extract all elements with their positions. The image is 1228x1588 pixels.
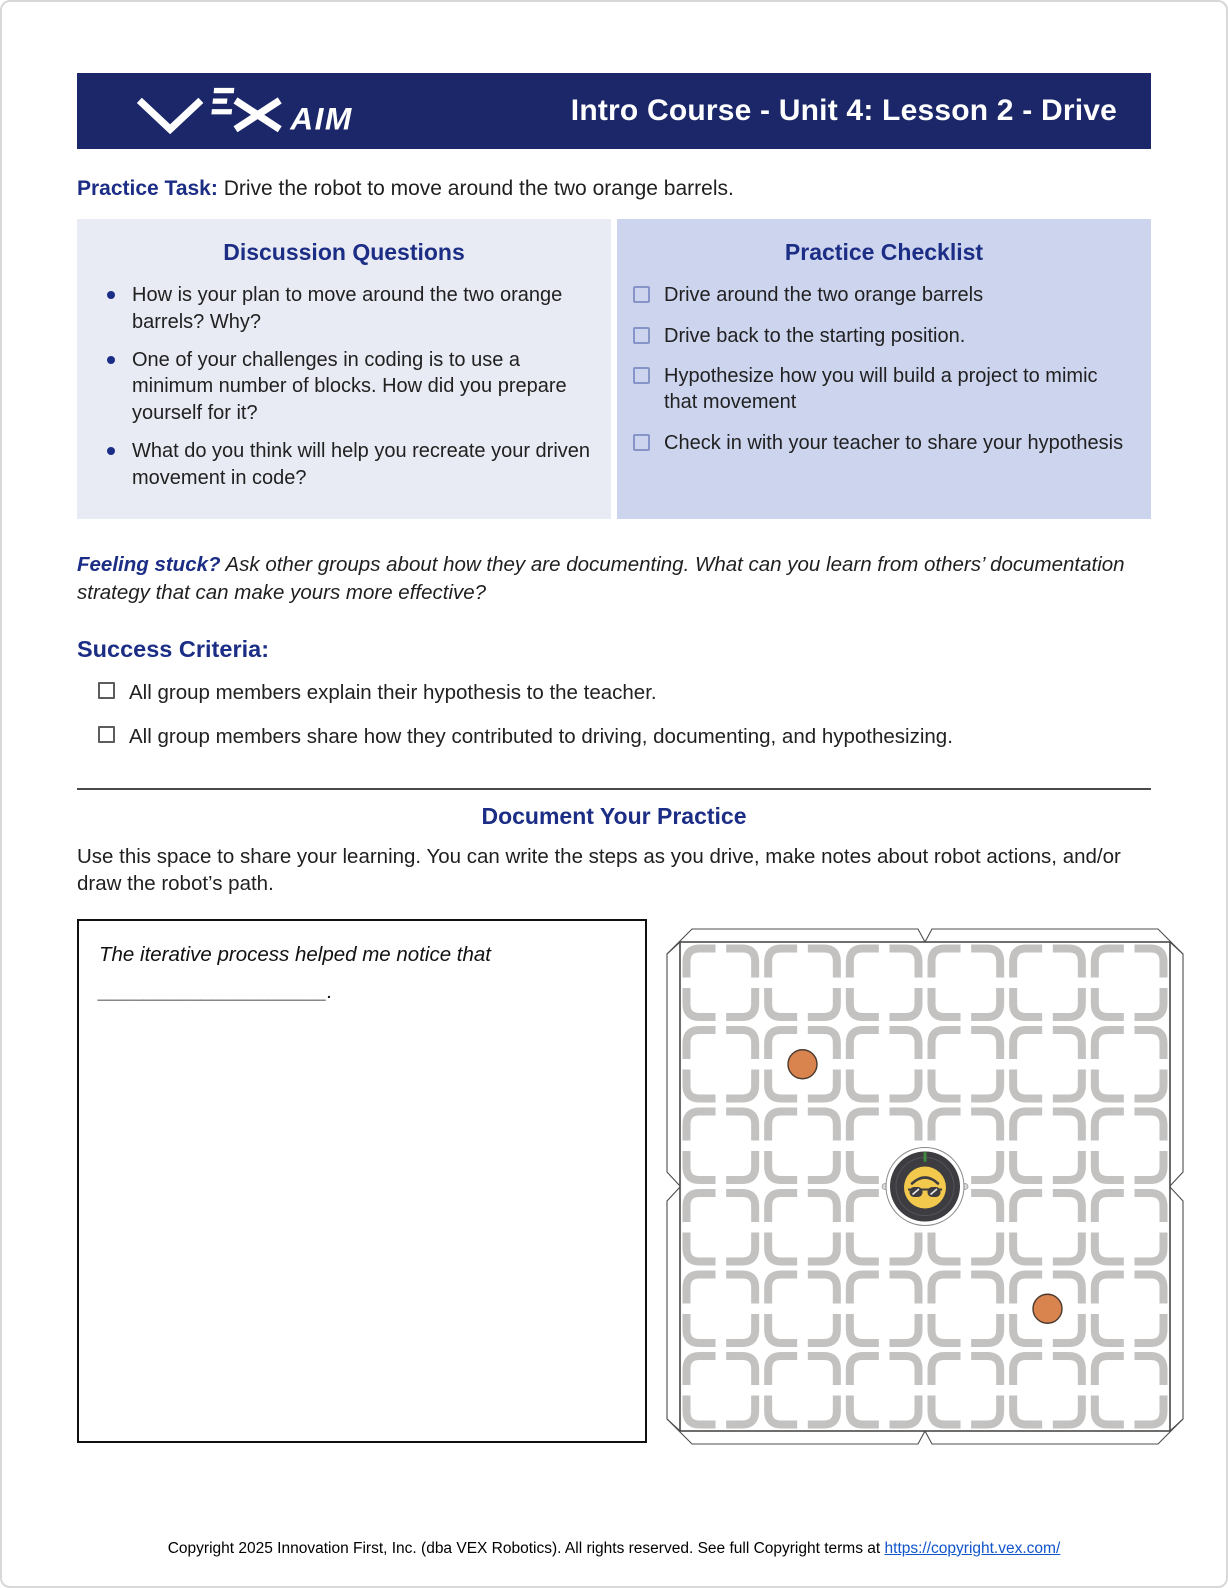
checkbox[interactable] bbox=[633, 286, 650, 303]
orange-barrel bbox=[788, 1050, 817, 1079]
success-criteria-item bbox=[98, 724, 1151, 751]
checklist bbox=[633, 282, 1135, 456]
document-practice-title: Document Your Practice bbox=[481, 802, 747, 829]
note-sentence-starter: The iterative process helped me notice that bbox=[99, 942, 491, 966]
checkbox[interactable] bbox=[633, 434, 650, 451]
checklist-item bbox=[633, 323, 1135, 349]
discussion-item-text: One of your challenges in coding is to use a minimum number of blocks. How did you prepare yourself for it? bbox=[132, 349, 567, 424]
vex-x-glyph bbox=[236, 100, 280, 129]
robot-face bbox=[904, 1166, 946, 1208]
page-title: Intro Course - Unit 4: Lesson 2 - Drive bbox=[570, 94, 1117, 127]
section-divider bbox=[77, 788, 1151, 790]
field-flap bbox=[667, 942, 680, 1186]
field-diagram bbox=[654, 928, 1185, 1445]
bullet-icon bbox=[107, 291, 115, 299]
orange-barrel bbox=[1033, 1294, 1062, 1323]
bullet-icon bbox=[107, 356, 115, 364]
success-criteria-text: All group members share how they contributed to driving, documenting, and hypothesizing. bbox=[129, 725, 953, 749]
discussion-questions-title: Discussion Questions bbox=[223, 239, 465, 266]
checklist-item-text: Drive around the two orange barrels bbox=[664, 284, 984, 307]
field-flap bbox=[1170, 1187, 1183, 1431]
header-banner bbox=[77, 73, 1151, 149]
feeling-stuck-label: Feeling stuck? bbox=[77, 553, 221, 577]
discussion-item-text: How is your plan to move around the two orange barrels? Why? bbox=[132, 284, 563, 333]
practice-field bbox=[654, 928, 1185, 1450]
discussion-item bbox=[93, 282, 595, 335]
checklist-item-text: Drive back to the starting position. bbox=[664, 324, 966, 347]
copyright-text: Copyright 2025 Innovation First, Inc. (dba VEX Robotics). All rights reserved. See full Copyright terms at bbox=[167, 1539, 885, 1557]
success-criteria-item bbox=[98, 680, 1151, 707]
checklist-item bbox=[633, 363, 1135, 416]
bullet-icon bbox=[107, 447, 115, 455]
checkbox[interactable] bbox=[98, 726, 115, 743]
success-criteria-text: All group members explain their hypothesis to the teacher. bbox=[129, 681, 657, 705]
vex-e-glyph bbox=[211, 88, 234, 114]
panels-row bbox=[77, 219, 1151, 519]
copyright-link[interactable]: https://copyright.vex.com/ bbox=[884, 1539, 1061, 1557]
checkbox[interactable] bbox=[633, 367, 650, 384]
checkbox[interactable] bbox=[98, 682, 115, 699]
discussion-item bbox=[93, 347, 595, 426]
practice-task-label: Practice Task: bbox=[77, 177, 218, 200]
checklist-item bbox=[633, 282, 1135, 308]
notes-box[interactable] bbox=[77, 919, 647, 1443]
copyright-footer bbox=[2, 1540, 1226, 1558]
practice-checklist-panel bbox=[617, 219, 1151, 519]
practice-task bbox=[77, 175, 1151, 202]
feeling-stuck-text: Ask other groups about how they are documenting. What can you learn from others’ documentation strategy that can make yours more effective? bbox=[77, 553, 1125, 604]
discussion-questions-panel bbox=[77, 219, 611, 519]
discussion-list bbox=[93, 282, 595, 491]
note-blank-line: ____________________. bbox=[99, 979, 333, 1003]
discussion-item bbox=[93, 438, 595, 491]
document-practice-intro: Use this space to share your learning. You can write the steps as you drive, make notes about robot actions, and/or draw the robot’s path. bbox=[77, 844, 1121, 895]
field-flap bbox=[667, 1187, 680, 1431]
practice-checklist-title: Practice Checklist bbox=[784, 239, 984, 266]
discussion-item-text: What do you think will help you recreate your driven movement in code? bbox=[132, 440, 591, 489]
feeling-stuck bbox=[77, 551, 1151, 606]
vex-aim-logo-icon bbox=[133, 86, 363, 136]
checklist-item bbox=[633, 430, 1135, 456]
checkbox[interactable] bbox=[633, 327, 650, 344]
vex-v-glyph bbox=[139, 100, 201, 129]
field-flap bbox=[1170, 942, 1183, 1186]
vex-aim-logo bbox=[133, 86, 363, 136]
checklist-item-text: Hypothesize how you will build a project to mimic that movement bbox=[664, 365, 1098, 414]
practice-task-text: Drive the robot to move around the two orange barrels. bbox=[223, 177, 734, 200]
checklist-item-text: Check in with your teacher to share your hypothesis bbox=[664, 431, 1124, 454]
workspace-row bbox=[77, 919, 1226, 1450]
success-criteria-title: Success Criteria: bbox=[77, 636, 270, 663]
aim-wordmark: AIM bbox=[290, 100, 353, 136]
